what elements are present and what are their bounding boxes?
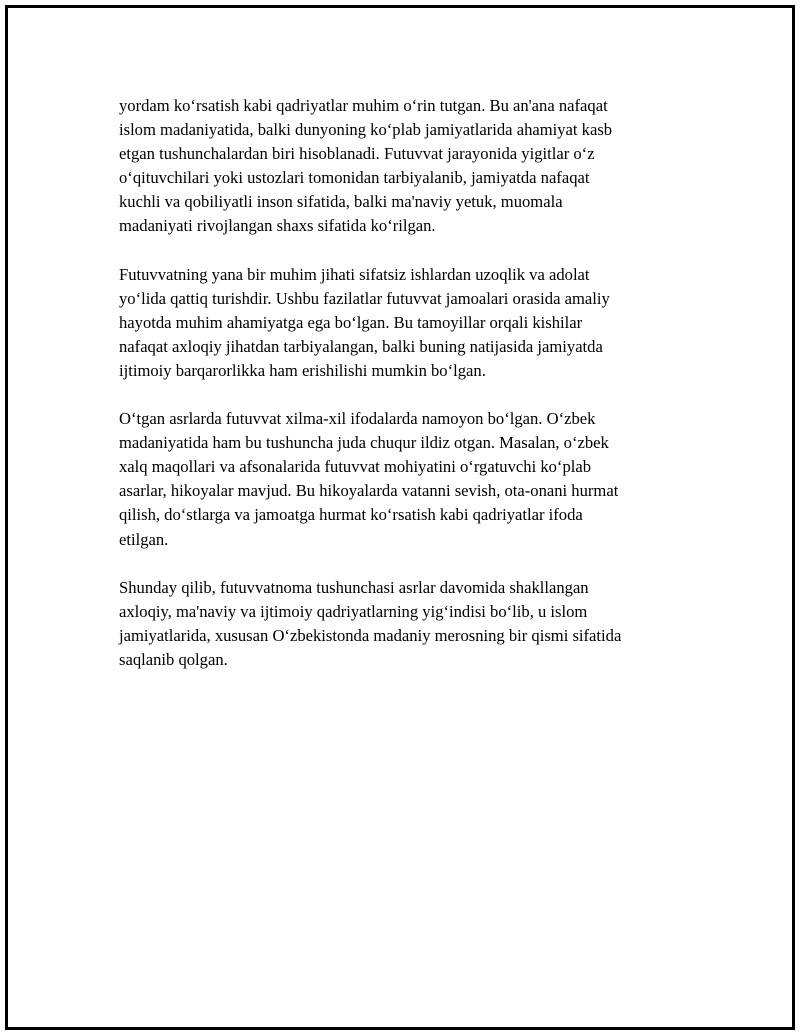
- text-line: madaniyati rivojlangan shaxs sifatida ko‘rilgan.: [119, 216, 436, 236]
- text-line: etilgan.: [119, 529, 169, 549]
- text-line: Shunday qilib, futuvvatnoma tushunchasi asrlar davomida shakllangan: [119, 577, 589, 597]
- text-line: madaniyatida ham bu tushuncha juda chuqur ildiz otgan. Masalan, o‘zbek: [119, 433, 609, 453]
- text-line: kuchli va qobiliyatli inson sifatida, balki ma'naviy yetuk, muomala: [119, 192, 563, 212]
- document-body: [119, 94, 679, 696]
- paragraph-2: [119, 263, 679, 383]
- text-line: islom madaniyatida, balki dunyoning ko‘plab jamiyatlarida ahamiyat kasb: [119, 120, 613, 140]
- text-line: nafaqat axloqiy jihatdan tarbiyalangan, balki buning natijasida jamiyatda: [119, 336, 603, 356]
- text-line: ijtimoiy barqarorlikka ham erishilishi mumkin bo‘lgan.: [119, 360, 486, 380]
- text-line: axloqiy, ma'naviy va ijtimoiy qadriyatlarning yig‘indisi bo‘lib, u islom: [119, 601, 588, 621]
- text-line: xalq maqollari va afsonalarida futuvvat mohiyatini o‘rgatuvchi ko‘plab: [119, 457, 592, 477]
- text-line: jamiyatlarida, xususan O‘zbekistonda madaniy merosning bir qismi sifatida: [119, 625, 622, 645]
- text-line: asarlar, hikoyalar mavjud. Bu hikoyalarda vatanni sevish, ota-onani hurmat: [119, 481, 619, 501]
- text-line: yo‘lida qattiq turishdir. Ushbu fazilatlar futuvvat jamoalari orasida amaliy: [119, 288, 610, 308]
- text-line: etgan tushunchalardan biri hisoblanadi. Futuvvat jarayonida yigitlar o‘z: [119, 144, 595, 164]
- text-line: saqlanib qolgan.: [119, 649, 228, 669]
- text-line: yordam ko‘rsatish kabi qadriyatlar muhim o‘rin tutgan. Bu an'ana nafaqat: [119, 96, 608, 115]
- text-line: hayotda muhim ahamiyatga ega bo‘lgan. Bu tamoyillar orqali kishilar: [119, 312, 583, 332]
- paragraph-1: [119, 94, 679, 239]
- text-line: O‘tgan asrlarda futuvvat xilma-xil ifodalarda namoyon bo‘lgan. O‘zbek: [119, 409, 596, 429]
- text-line: o‘qituvchilari yoki ustozlari tomonidan tarbiyalanib, jamiyatda nafaqat: [119, 168, 590, 188]
- paragraph-3: [119, 407, 679, 552]
- text-line: Futuvvatning yana bir muhim jihati sifatsiz ishlardan uzoqlik va adolat: [119, 264, 590, 284]
- text-line: qilish, do‘stlarga va jamoatga hurmat ko‘rsatish kabi qadriyatlar ifoda: [119, 505, 583, 525]
- paragraph-4: [119, 576, 679, 672]
